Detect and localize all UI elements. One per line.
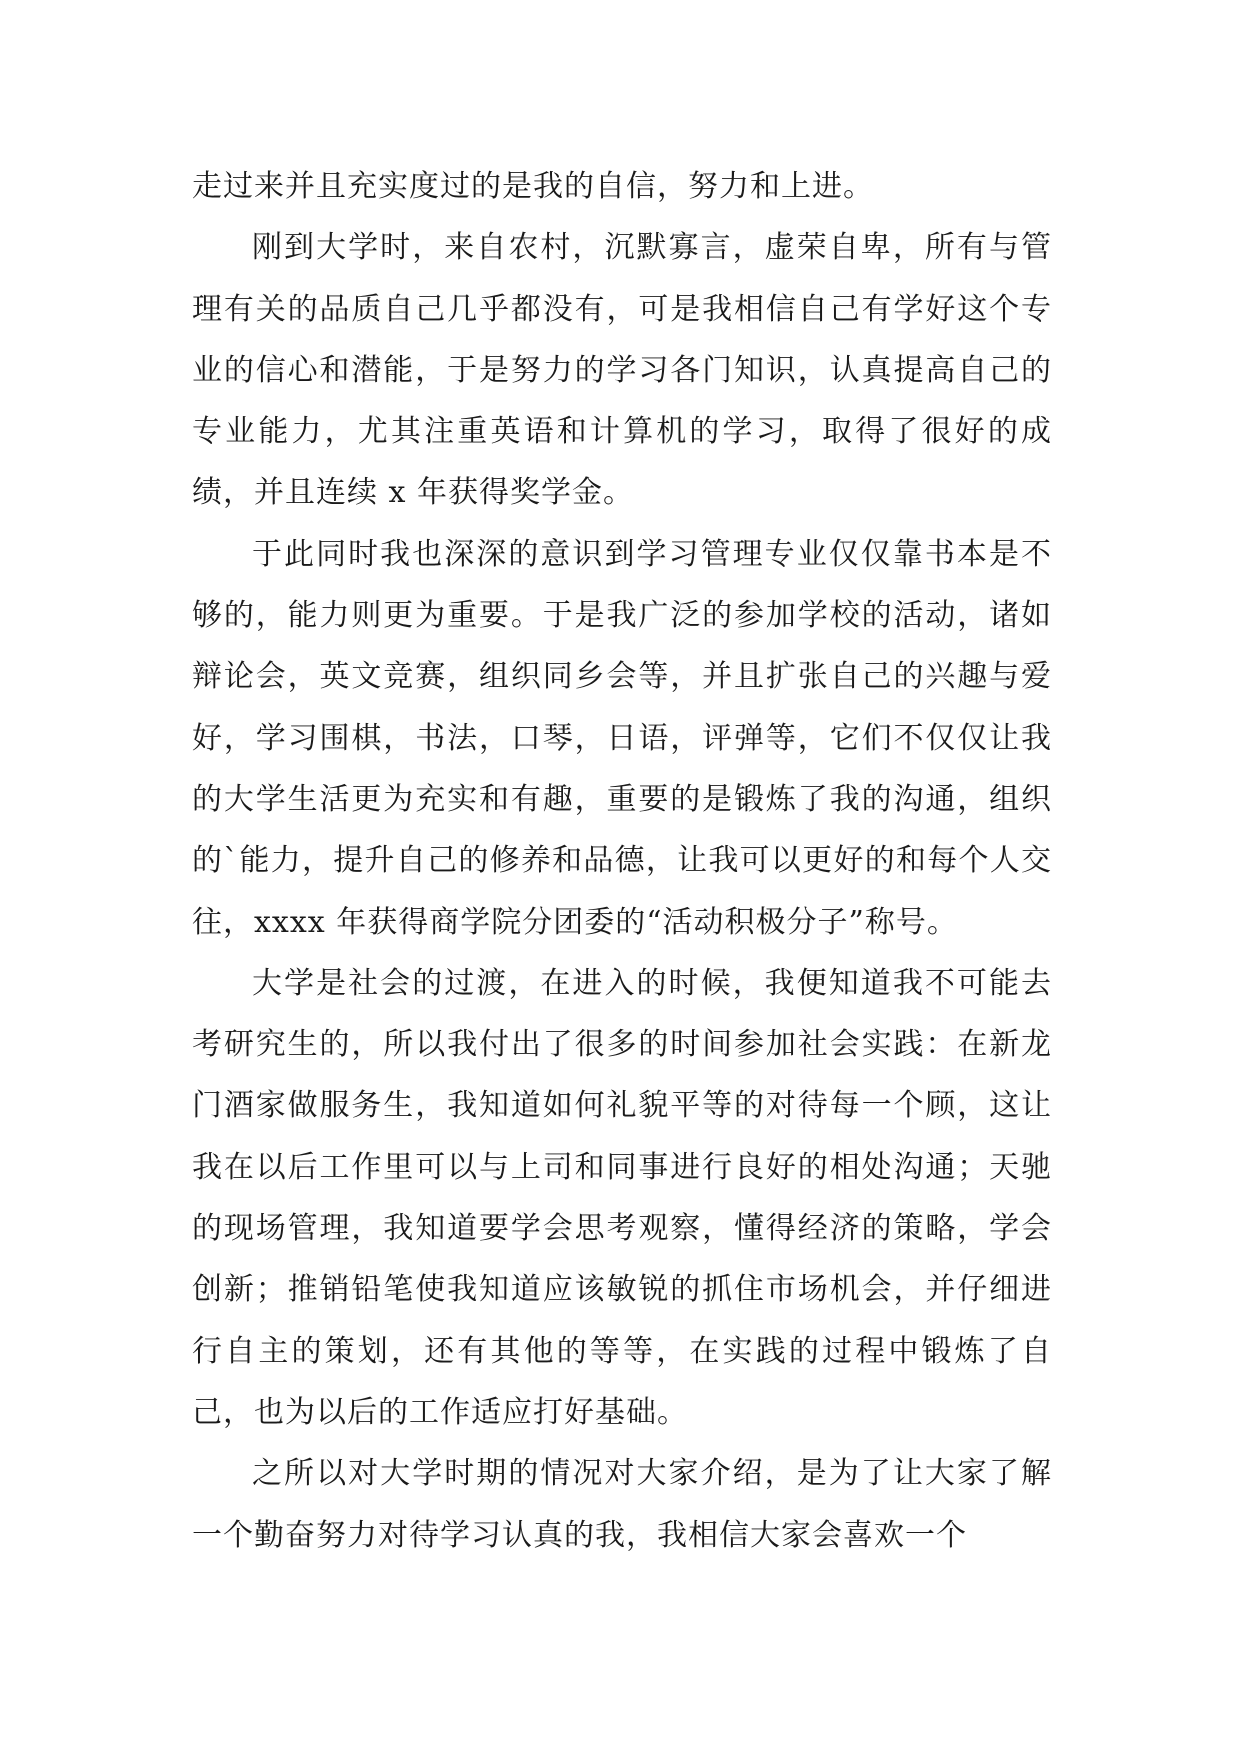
paragraph-1: 走过来并且充实度过的是我的自信，努力和上进。 <box>192 169 874 204</box>
paragraph-5: 之所以对大学时期的情况对大家介绍，是为了让大家了解一个勤奋努力对待学习认真的我，我相信大家会喜欢一个 <box>192 1456 1052 1553</box>
paragraph-3: 于此同时我也深深的意识到学习管理专业仅仅靠书本是不够的，能力则更为重要。于是我广泛的参加学校的活动，诸如辩论会，英文竞赛，组织同乡会等，并且扩张自己的兴趣与爱好，学习围棋，书法，口琴，日语，评弹等，它们不仅仅让我的大学生活更为充实和有趣，重要的是锻炼了我的沟通，组织的`能力，提升自己的修养和品德，让我可以更好的和每个人交往，xxxx 年获得商学院分团委的“活动积极分子”称号。 <box>192 536 1052 940</box>
paragraph-2: 刚到大学时，来自农村，沉默寡言，虚荣自卑，所有与管理有关的品质自己几乎都没有，可是我相信自己有学好这个专业的信心和潜能，于是努力的学习各门知识，认真提高自己的专业能力，尤其注重英语和计算机的学习，取得了很好的成绩，并且连续 x 年获得奖学金。 <box>192 230 1052 511</box>
paragraph-4: 大学是社会的过渡，在进入的时候，我便知道我不可能去考研究生的，所以我付出了很多的时间参加社会实践：在新龙门酒家做服务生，我知道如何礼貌平等的对待每一个顾，这让我在以后工作里可以与上司和同事进行良好的相处沟通；天驰的现场管理，我知道要学会思考观察，懂得经济的策略，学会创新；推销铅笔使我知道应该敏锐的抓住市场机会，并仔细进行自主的策划，还有其他的等等，在实践的过程中锻炼了自己，也为以后的工作适应打好基础。 <box>192 965 1052 1430</box>
document-body <box>192 156 1052 1566</box>
